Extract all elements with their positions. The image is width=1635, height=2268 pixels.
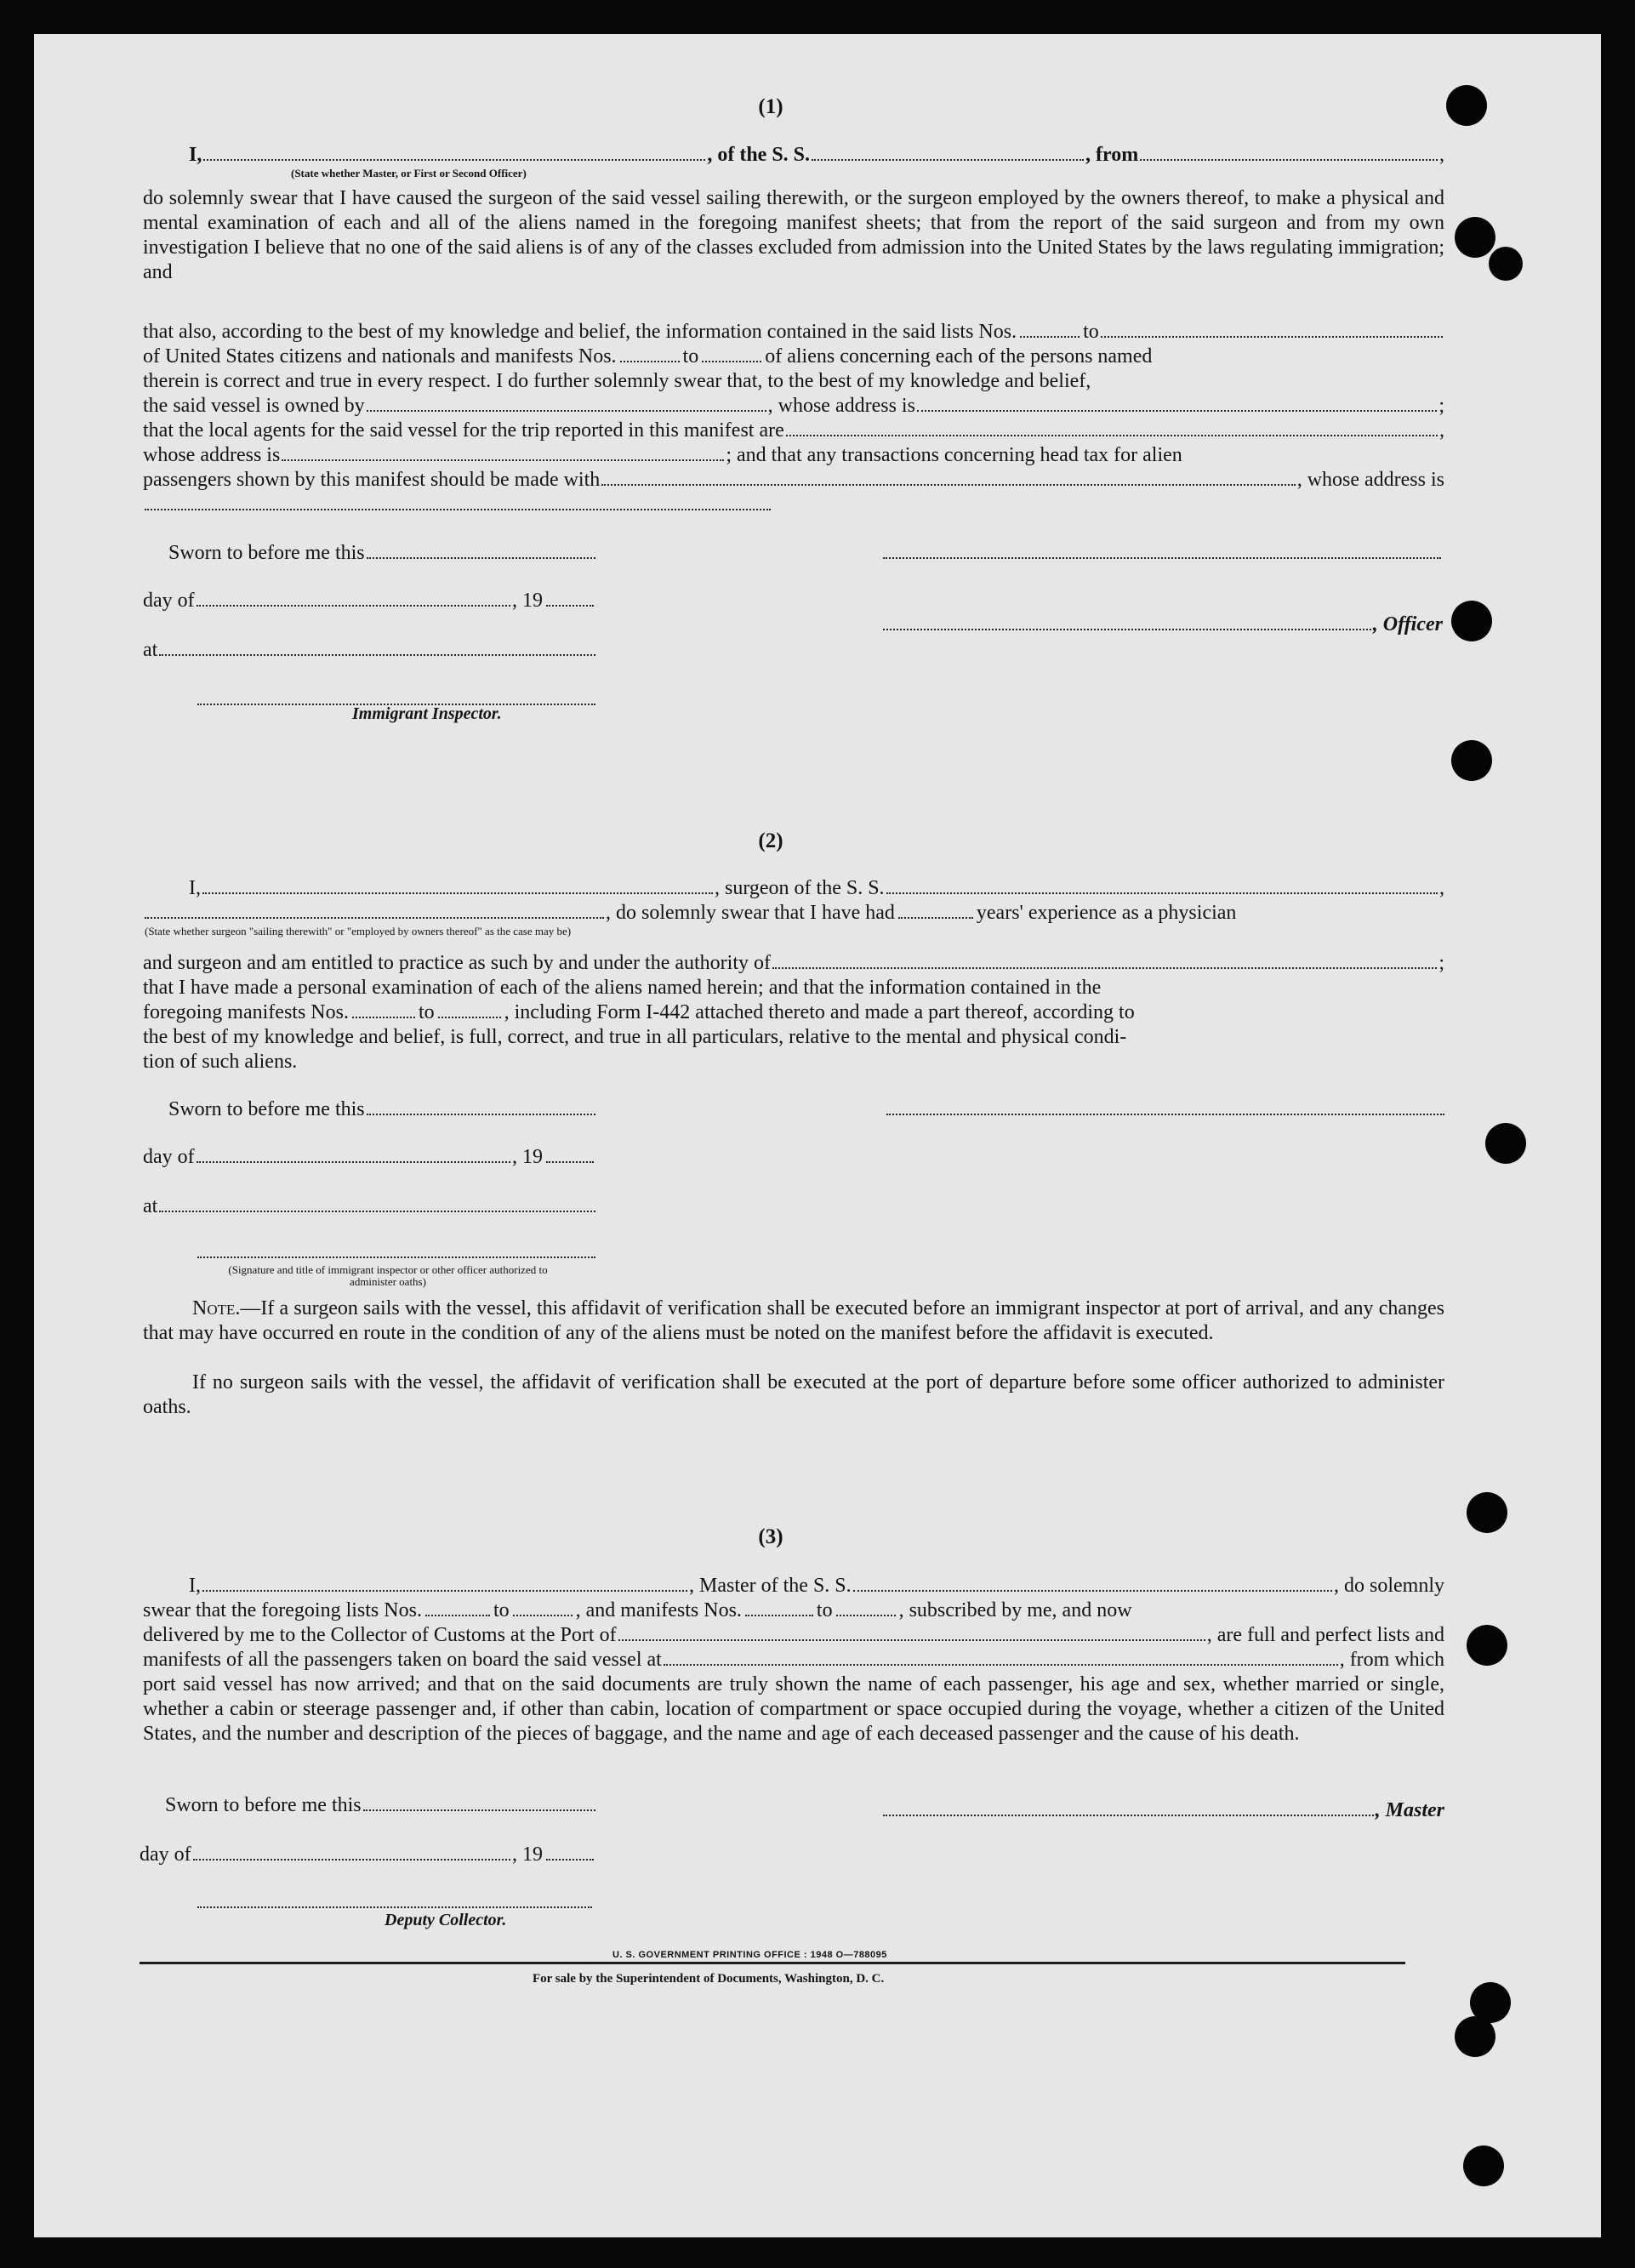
years-field[interactable] <box>898 901 973 919</box>
section-1-address-line <box>143 443 1444 468</box>
month-field[interactable] <box>197 589 510 607</box>
punch-hole <box>1455 2016 1495 2057</box>
section-1-day-of <box>143 589 597 613</box>
perfect-lists-text: , are full and perfect lists and <box>1206 1624 1444 1647</box>
aliens-text: of aliens concerning each of the persons named <box>765 345 1153 368</box>
deputy-signature-line <box>196 1890 594 1908</box>
section-2-line-6: the best of my knowledge and belief, is full, correct, and true in all particulars, relative to the mental and physical condi- <box>143 1026 1127 1048</box>
to-text: to <box>418 1001 435 1024</box>
section-1-trailing-line <box>143 493 772 510</box>
section-3-line-4 <box>143 1648 1444 1673</box>
punch-hole <box>1467 1492 1507 1533</box>
deputy-collector-label: Deputy Collector. <box>385 1911 507 1929</box>
form-text: , including Form I-442 attached thereto and made a part thereof, according to <box>504 1001 1135 1024</box>
master-signature-line <box>881 1798 1444 1823</box>
label-i: I, <box>189 1575 201 1598</box>
day-of-text: day of <box>140 1843 191 1866</box>
owner-address-field[interactable] <box>917 394 1437 412</box>
to-text: to <box>682 345 699 368</box>
section-2-line-5 <box>143 1000 1444 1025</box>
address-text: , whose address is <box>1296 469 1444 492</box>
section-3-line-3 <box>143 1623 1444 1648</box>
years-text: years' experience as a physician <box>976 902 1237 925</box>
punch-hole <box>1451 601 1492 641</box>
section-2-line-3 <box>143 951 1444 976</box>
s3-manifest-to-field[interactable] <box>836 1598 896 1616</box>
port-field[interactable] <box>618 1623 1205 1641</box>
surgeon-signature-line <box>885 1097 1446 1115</box>
owned-text: the said vessel is owned by <box>143 395 365 418</box>
citizens-text: of United States citizens and nationals and manifests Nos. <box>143 345 617 368</box>
surgeon-vessel-field[interactable] <box>886 876 1438 894</box>
solemnly-text: , do solemnly <box>1334 1575 1444 1598</box>
year-field[interactable] <box>546 589 594 607</box>
officer-line <box>881 613 1443 637</box>
master-vessel-field[interactable] <box>853 1574 1332 1592</box>
authority-field[interactable] <box>772 951 1437 969</box>
owner-field[interactable] <box>367 394 766 412</box>
punch-hole <box>1446 85 1487 126</box>
section-1-correct-line: therein is correct and true in every respect. I do further solemnly swear that, to the best of my knowledge and belief, <box>143 370 1091 392</box>
s2-inspector-signature-line <box>196 1240 597 1258</box>
punch-hole <box>1463 2145 1504 2186</box>
manifests-text: , and manifests Nos. <box>575 1599 742 1622</box>
section-2-sworn <box>168 1097 597 1122</box>
manifest-from-field[interactable] <box>620 345 680 362</box>
head-tax-address-field[interactable] <box>145 493 771 510</box>
to-text: to <box>493 1599 510 1622</box>
agents-field[interactable] <box>786 419 1438 436</box>
section-1-paragraph: do solemnly swear that I have caused the surgeon of the said vessel sailing therewith, or the surgeon employed by the owners thereof, to make a physical and mental examination of each and all of the aliens named in the foregoing manifest sheets; that from the report of the said surgeon and from my own investigation I believe that no one of the said aliens is of any of the classes excluded from admission into the United States by the laws regulating immigration; and <box>143 187 1444 283</box>
sale-notice: For sale by the Superintendent of Documents, Washington, D. C. <box>533 1972 885 1986</box>
label-i: I, <box>189 877 201 900</box>
s3-lists-from-field[interactable] <box>425 1598 490 1616</box>
agents-address-field[interactable] <box>282 443 724 461</box>
departure-port-field[interactable] <box>1140 143 1438 161</box>
s2-year-field[interactable] <box>546 1145 594 1163</box>
officer-label: , Officer <box>1372 613 1443 636</box>
section-3-line-1 <box>189 1574 1444 1598</box>
section-2-line-2 <box>143 901 1444 926</box>
section-2-day-of <box>143 1145 597 1170</box>
semicolon: ; <box>1438 395 1444 418</box>
to-text: to <box>816 1599 833 1622</box>
lists-text: that also, according to the best of my knowledge and belief, the information contained in the said lists Nos. <box>143 321 1017 344</box>
officer-name-field[interactable] <box>203 143 705 161</box>
agents-text: that the local agents for the said vessel for the trip reported in this manifest are <box>143 419 784 442</box>
s2-manifest-to-field[interactable] <box>438 1000 501 1018</box>
swear-text: swear that the foregoing lists Nos. <box>143 1599 422 1622</box>
s2-manifest-from-field[interactable] <box>352 1000 415 1018</box>
section-2-line-4: that I have made a personal examination of each of the aliens named herein; and that the information contained in the <box>143 977 1102 999</box>
at-text: at <box>143 1195 158 1218</box>
lists-from-field[interactable] <box>1020 320 1080 338</box>
address-text: , whose address is <box>767 395 915 418</box>
form-page <box>34 34 1601 2237</box>
from-which-text: , from which <box>1339 1649 1444 1672</box>
section-2-line-1 <box>189 876 1444 901</box>
year-prefix: , 19 <box>512 1843 543 1866</box>
address-text: whose address is <box>143 444 281 467</box>
section-3-sworn <box>165 1793 597 1818</box>
surgeon-status-note: (State whether surgeon "sailing therewith" or "employed by owners thereof" as the case may be) <box>145 925 572 937</box>
section-3-day-of <box>140 1843 597 1867</box>
comma: , <box>1439 877 1444 900</box>
surgeon-status-field[interactable] <box>145 901 604 919</box>
s3-lists-to-field[interactable] <box>513 1598 573 1616</box>
to-text: to <box>1083 321 1099 344</box>
label-from: , from <box>1085 144 1139 167</box>
section-1-passengers-line <box>143 468 1444 493</box>
section-3-number: (3) <box>758 1525 783 1548</box>
note-label: Note. <box>192 1297 241 1319</box>
passengers-text: passengers shown by this manifest should be made with <box>143 469 601 492</box>
day-of-text: day of <box>143 1146 195 1169</box>
manifests-text: foregoing manifests Nos. <box>143 1001 349 1024</box>
section-1-agents-line <box>143 419 1444 443</box>
sworn-text: Sworn to before me this <box>165 1794 362 1817</box>
note-text-1: —If a surgeon sails with the vessel, this affidavit of verification shall be executed before an immigrant inspector at port of arrival, and any changes that may have occurred en route in the condition of any of the aliens must be noted on the manifest before the affidavit is executed. <box>143 1297 1444 1344</box>
vessel-name-field[interactable] <box>812 143 1084 161</box>
delivered-text: delivered by me to the Collector of Customs at the Port of <box>143 1624 617 1647</box>
sworn-text: Sworn to before me this <box>168 542 365 565</box>
punch-hole <box>1455 217 1495 258</box>
signature-title-note: (Signature and title of immigrant inspector or other officer authorized to administer oaths) <box>228 1263 548 1288</box>
sworn-day-field[interactable] <box>367 541 595 559</box>
inspector-signature-line <box>196 687 597 705</box>
section-2-number: (2) <box>758 829 783 852</box>
authority-text: and surgeon and am entitled to practice as such by and under the authority of <box>143 952 771 975</box>
boarding-port-field[interactable] <box>664 1648 1338 1666</box>
section-1-lists-line <box>143 320 1444 345</box>
label-of-ss: , of the S. S. <box>707 144 811 167</box>
master-signature-field[interactable] <box>883 1798 1374 1816</box>
footer-rule <box>140 1962 1405 1964</box>
officer-title-field[interactable] <box>883 613 1371 630</box>
s3-month-field[interactable] <box>193 1843 510 1861</box>
officer-signature-line-1 <box>881 541 1443 559</box>
subscribed-text: , subscribed by me, and now <box>898 1599 1132 1622</box>
master-text: , Master of the S. S. <box>689 1575 852 1598</box>
year-prefix: , 19 <box>512 1146 543 1169</box>
section-2-line-7: tion of such aliens. <box>143 1051 298 1073</box>
master-label: , Master <box>1375 1799 1444 1822</box>
section-1-number: (1) <box>758 95 783 118</box>
day-of-text: day of <box>143 590 195 613</box>
note-paragraph-1 <box>143 1296 1444 1346</box>
section-1-line-1 <box>189 143 1444 168</box>
officer-signature-field[interactable] <box>883 541 1441 559</box>
sworn-text: Sworn to before me this <box>168 1098 365 1121</box>
at-text: at <box>143 639 158 662</box>
printing-office-imprint: U. S. GOVERNMENT PRINTING OFFICE : 1948 O—788095 <box>612 1950 887 1960</box>
inspector-signature-field[interactable] <box>197 687 595 705</box>
section-1-at <box>143 638 597 663</box>
s2-month-field[interactable] <box>197 1145 510 1163</box>
punch-hole <box>1467 1625 1507 1666</box>
immigrant-inspector-label: Immigrant Inspector. <box>352 704 502 723</box>
section-2-at <box>143 1194 597 1219</box>
surgeon-signature-field[interactable] <box>886 1097 1444 1115</box>
s3-manifest-from-field[interactable] <box>745 1598 813 1616</box>
punch-hole <box>1451 740 1492 781</box>
lists-to-field[interactable] <box>1101 320 1443 338</box>
year-prefix: , 19 <box>512 590 543 613</box>
label-i: I, <box>189 144 202 167</box>
manifests-of-text: manifests of all the passengers taken on board the said vessel at <box>143 1649 662 1672</box>
section-1-citizens-line <box>143 345 1444 369</box>
manifest-to-field[interactable] <box>702 345 761 362</box>
comma: , <box>1439 144 1444 167</box>
punch-hole <box>1489 247 1523 281</box>
section-3-line-2 <box>143 1598 1444 1623</box>
s3-sworn-day-field[interactable] <box>363 1793 595 1811</box>
s2-at-place-field[interactable] <box>159 1194 595 1212</box>
deputy-signature-field[interactable] <box>197 1890 592 1908</box>
s2-inspector-signature-field[interactable] <box>197 1240 595 1258</box>
section-1-owned-line <box>143 394 1444 419</box>
head-tax-agent-field[interactable] <box>601 468 1295 486</box>
surgeon-text: , surgeon of the S. S. <box>715 877 885 900</box>
master-name-field[interactable] <box>202 1574 687 1592</box>
surgeon-name-field[interactable] <box>202 876 713 894</box>
at-place-field[interactable] <box>159 638 595 656</box>
note-paragraph-2: If no surgeon sails with the vessel, the affidavit of verification shall be executed at the port of departure before some officer authorized to administer oaths. <box>143 1371 1444 1418</box>
s3-year-field[interactable] <box>546 1843 594 1861</box>
solemnly-text: , do solemnly swear that I have had <box>606 902 895 925</box>
comma: , <box>1439 419 1444 442</box>
section-1-sworn <box>168 541 597 566</box>
s2-sworn-day-field[interactable] <box>367 1097 595 1115</box>
section-3-paragraph: port said vessel has now arrived; and that on the said documents are truly shown the name of each passenger, his age and sex, whether married or single, whether a cabin or steerage passenger and, if other than cabin, location of compartment or space occupied during the voyage, whether a citizen of the United States, and the number and description of the pieces of baggage, and the name and age of each deceased passenger and the cause of his death. <box>143 1673 1444 1745</box>
punch-hole <box>1485 1123 1526 1164</box>
semicolon: ; <box>1438 952 1444 975</box>
head-tax-text: ; and that any transactions concerning head tax for alien <box>726 444 1182 467</box>
master-officer-note: (State whether Master, or First or Second Officer) <box>291 167 527 180</box>
